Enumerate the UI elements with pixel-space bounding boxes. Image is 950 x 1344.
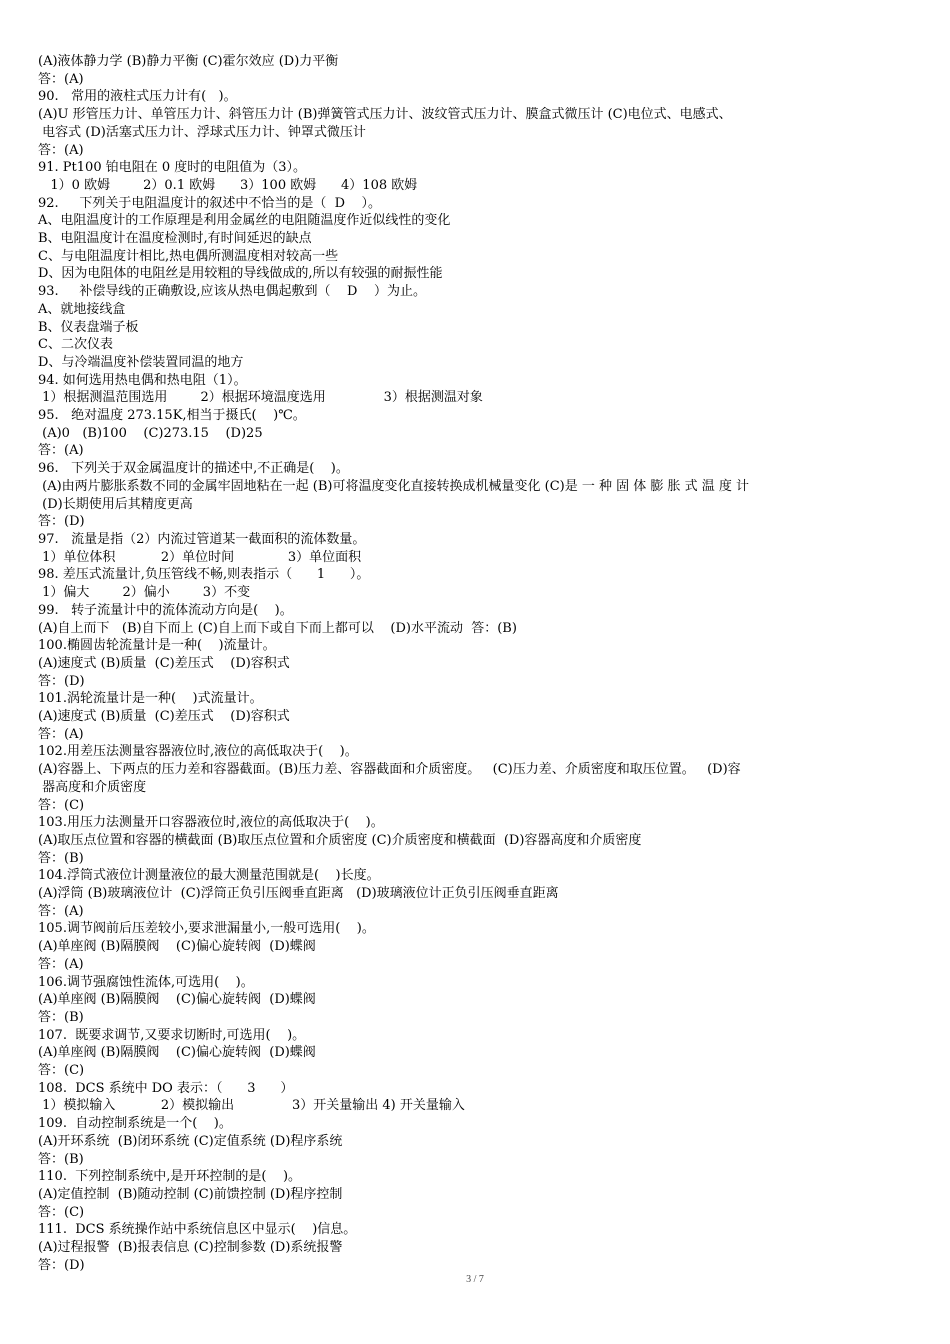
text-line: 101.涡轮流量计是一种( )式流量计。	[38, 691, 263, 707]
text-line: 97. 流量是指（2）内流过管道某一截面积的流体数量。	[38, 531, 366, 547]
text-line: 111. DCS 系统操作站中系统信息区中显示( )信息。	[38, 1222, 357, 1238]
text-line: 答：(A)	[38, 956, 84, 972]
text-line: 答：(A)	[38, 726, 84, 742]
text-line: 102.用差压法测量容器液位时,液位的高低取决于( )。	[38, 744, 358, 760]
text-line: 答：(B)	[38, 850, 84, 866]
text-line: 答：(D)	[38, 514, 85, 530]
text-line: 答：(A)	[38, 903, 84, 919]
text-line: 1）单位体积 2）单位时间 3）单位面积	[38, 549, 362, 565]
text-line: 答：(B)	[38, 1151, 84, 1167]
text-line: 答：(A)	[38, 443, 84, 459]
text-line: (D)长期使用后其精度更高	[38, 496, 193, 512]
text-line: 106.调节强腐蚀性流体,可选用( )。	[38, 974, 254, 990]
text-line: 107. 既要求调节,又要求切断时,可选用( )。	[38, 1027, 306, 1043]
text-line: 105.调节阀前后压差较小,要求泄漏量小,一般可选用( )。	[38, 921, 375, 937]
text-line: 答：(D)	[38, 673, 85, 689]
text-line: (A)速度式 (B)质量 (C)差压式 (D)容积式	[38, 655, 290, 671]
text-line: (A)单座阀 (B)隔膜阀 (C)偏心旋转阀 (D)蝶阀	[38, 992, 316, 1008]
text-line: 1）0 欧姆 2）0.1 欧姆 3）100 欧姆 4）108 欧姆	[38, 177, 418, 193]
text-line: B、电阻温度计在温度检测时,有时间延迟的缺点	[38, 231, 312, 247]
text-line: 答：(C)	[38, 1204, 85, 1220]
text-line: 1）根据测温范围选用 2）根据环境温度选用 3）根据测温对象	[38, 390, 483, 406]
text-line: 答：(A)	[38, 142, 84, 158]
text-line: 95. 绝对温度 273.15K,相当于摄氏( )℃。	[38, 408, 306, 424]
text-line: 1）模拟输入 2）模拟输出 3）开关量输出 4) 开关量输入	[38, 1098, 465, 1114]
text-line: 104.浮筒式液位计测量液位的最大测量范围就是( )长度。	[38, 868, 380, 884]
text-line: 1）偏大 2）偏小 3）不变	[38, 585, 251, 601]
text-line: 100.椭圆齿轮流量计是一种( )流量计。	[38, 638, 276, 654]
text-line: (A)U 形管压力计、单管压力计、斜管压力计 (B)弹簧管式压力计、波纹管式压力计、膜盒式微压计 (C)电位式、电感式、	[38, 107, 732, 123]
text-line: (A)液体静力学 (B)静力平衡 (C)霍尔效应 (D)力平衡	[38, 54, 339, 69]
text-line: 98. 差压式流量计,负压管线不畅,则表指示（ 1 ）。	[38, 567, 370, 583]
text-line: 90. 常用的液柱式压力计有( )。	[38, 89, 237, 105]
text-line: 92. 下列关于电阻温度计的叙述中不恰当的是（ D ）。	[38, 195, 382, 211]
text-line: D、与冷端温度补偿装置同温的地方	[38, 354, 244, 370]
document-body	[38, 53, 908, 1275]
text-line: (A)容器上、下两点的压力差和容器截面。(B)压力差、容器截面和介质密度。 (C)压力差、介质密度和取压位置。 (D)容	[38, 762, 741, 778]
page-number: 3 / 7	[466, 1274, 484, 1285]
text-line: (A)定值控制 (B)随动控制 (C)前馈控制 (D)程序控制	[38, 1187, 343, 1202]
text-line: (A)速度式 (B)质量 (C)差压式 (D)容积式	[38, 709, 290, 725]
text-line: C、与电阻温度计相比,热电偶所测温度相对较高一些	[38, 248, 339, 264]
text-line: (A)0 (B)100 (C)273.15 (D)25	[38, 425, 263, 441]
text-line: (A)取压点位置和容器的横截面 (B)取压点位置和介质密度 (C)介质密度和横截面 (D)容器高度和介质密度	[38, 832, 642, 848]
text-line: D、因为电阻体的电阻丝是用较粗的导线做成的,所以有较强的耐振性能	[38, 266, 443, 282]
text-line: A、就地接线盒	[38, 301, 126, 317]
text-line: 答：(C)	[38, 1063, 85, 1079]
text-line: 答：(B)	[38, 1009, 84, 1025]
text-line: 94. 如何选用热电偶和热电阻（1）。	[38, 372, 247, 388]
text-line: C、二次仪表	[38, 337, 113, 353]
text-line: (A)单座阀 (B)隔膜阀 (C)偏心旋转阀 (D)蝶阀	[38, 939, 316, 955]
text-line: 109. 自动控制系统是一个( )。	[38, 1116, 232, 1132]
text-line: 108. DCS 系统中 DO 表示：（ 3 ）	[38, 1080, 294, 1096]
text-line: 96. 下列关于双金属温度计的描述中,不正确是( )。	[38, 461, 349, 477]
text-line: 103.用压力法测量开口容器液位时,液位的高低取决于( )。	[38, 815, 384, 831]
text-line: 答：(A)	[38, 71, 84, 87]
text-line: 答：(D)	[38, 1257, 85, 1273]
text-line: 99. 转子流量计中的流体流动方向是( )。	[38, 602, 293, 618]
text-line: A、电阻温度计的工作原理是利用金属丝的电阻随温度作近似线性的变化	[38, 213, 451, 229]
text-line: (A)开环系统 (B)闭环系统 (C)定值系统 (D)程序系统	[38, 1133, 343, 1149]
text-line: 答：(C)	[38, 797, 85, 813]
text-line: 器高度和介质密度	[38, 779, 147, 795]
text-line: (A)浮筒 (B)玻璃液位计 (C)浮筒正负引压阀垂直距离 (D)玻璃液位计正负引压阀垂直距离	[38, 886, 559, 902]
text-line: 91. Pt100 铂电阻在 0 度时的电阻值为（3）。	[38, 160, 307, 176]
text-line: (A)由两片膨胀系数不同的金属牢固地粘在一起 (B)可将温度变化直接转换成机械量变化 (C)是 一 种 固 体 膨 胀 式 温 度 计	[38, 478, 750, 494]
text-line: (A)自上而下 (B)自下而上 (C)自上而下或自下而上都可以 (D)水平流动 答：(B)	[38, 620, 517, 636]
text-line: B、仪表盘端子板	[38, 319, 139, 335]
text-line: 110. 下列控制系统中,是开环控制的是( )。	[38, 1169, 302, 1185]
text-line: (A)过程报警 (B)报表信息 (C)控制参数 (D)系统报警	[38, 1240, 343, 1256]
text-line: (A)单座阀 (B)隔膜阀 (C)偏心旋转阀 (D)蝶阀	[38, 1045, 316, 1061]
text-line: 93. 补偿导线的正确敷设,应该从热电偶起敷到（ D ）为止。	[38, 284, 426, 300]
text-line: 电容式 (D)活塞式压力计、浮球式压力计、钟罩式微压计	[38, 124, 366, 140]
